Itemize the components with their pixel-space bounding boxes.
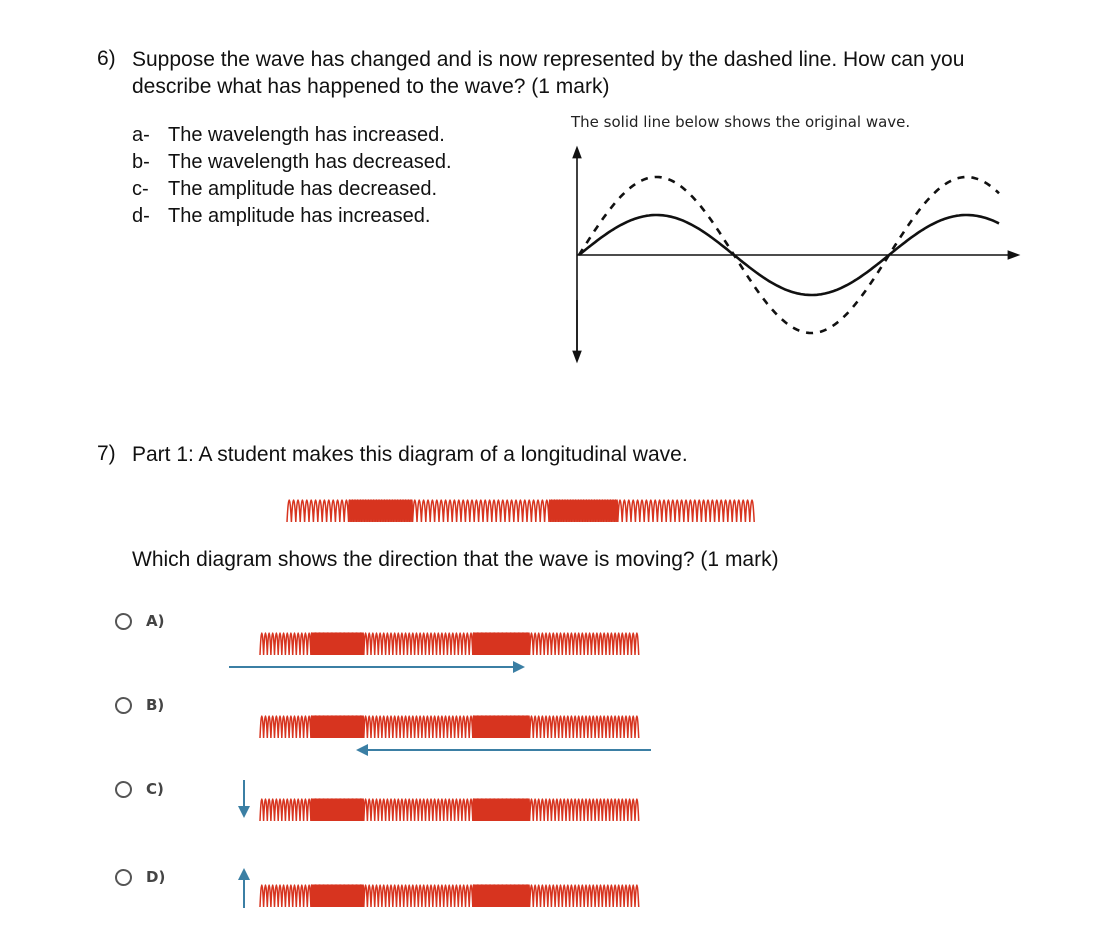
option-d-letter: d- bbox=[132, 205, 150, 227]
wave-figure-caption: The solid line below shows the original wave. bbox=[571, 113, 911, 131]
choice-c-label: C) bbox=[146, 780, 164, 798]
question-6-number: 6) bbox=[97, 47, 116, 70]
spring-coils bbox=[260, 716, 639, 738]
question-7-part1: Part 1: A student makes this diagram of a longitudinal wave. bbox=[132, 443, 688, 466]
question-6-text bbox=[132, 46, 1092, 100]
question-6-options bbox=[132, 122, 452, 230]
choice-c[interactable] bbox=[115, 780, 164, 798]
question-7-prompt: Which diagram shows the direction that the wave is moving? (1 mark) bbox=[132, 548, 779, 571]
radio-d[interactable] bbox=[115, 869, 132, 886]
spring-coils bbox=[260, 799, 639, 821]
option-a-letter: a- bbox=[132, 124, 150, 146]
choice-c-spring bbox=[258, 780, 638, 824]
choice-b-arrow-left-icon bbox=[354, 743, 654, 757]
original-wave-solid bbox=[579, 215, 999, 295]
question-7-number: 7) bbox=[97, 442, 116, 465]
radio-a[interactable] bbox=[115, 613, 132, 630]
option-d-text: The amplitude has increased. bbox=[168, 205, 431, 227]
changed-wave-dashed bbox=[579, 177, 999, 333]
choice-a-spring bbox=[258, 614, 638, 658]
option-a-text: The wavelength has increased. bbox=[168, 124, 445, 146]
longitudinal-wave-spring bbox=[285, 481, 745, 525]
choice-b-spring bbox=[258, 697, 638, 741]
spring-coils bbox=[287, 500, 754, 522]
option-b-text: The wavelength has decreased. bbox=[168, 151, 452, 173]
choice-b-label: B) bbox=[146, 696, 165, 714]
question-6-line-1: Suppose the wave has changed and is now represented by the dashed line. How can you bbox=[132, 48, 965, 71]
radio-c[interactable] bbox=[115, 781, 132, 798]
choice-a-arrow-right-icon bbox=[229, 660, 529, 674]
option-c-letter: c- bbox=[132, 178, 149, 200]
choice-a-label: A) bbox=[146, 612, 165, 630]
choice-d-arrow-up-icon bbox=[237, 868, 251, 908]
choice-a[interactable] bbox=[115, 612, 164, 630]
spring-coils bbox=[260, 633, 639, 655]
choice-b[interactable] bbox=[115, 696, 164, 714]
option-b bbox=[132, 149, 452, 176]
option-a bbox=[132, 122, 452, 149]
choice-d-spring bbox=[258, 866, 638, 910]
choice-d[interactable] bbox=[115, 868, 165, 886]
question-6-line-2: describe what has happened to the wave? (1 mark) bbox=[132, 75, 610, 98]
option-d bbox=[132, 203, 452, 230]
option-b-letter: b- bbox=[132, 151, 150, 173]
radio-b[interactable] bbox=[115, 697, 132, 714]
option-c-text: The amplitude has decreased. bbox=[168, 178, 438, 200]
option-c bbox=[132, 176, 452, 203]
choice-c-arrow-down-icon bbox=[237, 780, 251, 820]
spring-coils bbox=[260, 885, 639, 907]
choice-d-label: D) bbox=[146, 868, 166, 886]
